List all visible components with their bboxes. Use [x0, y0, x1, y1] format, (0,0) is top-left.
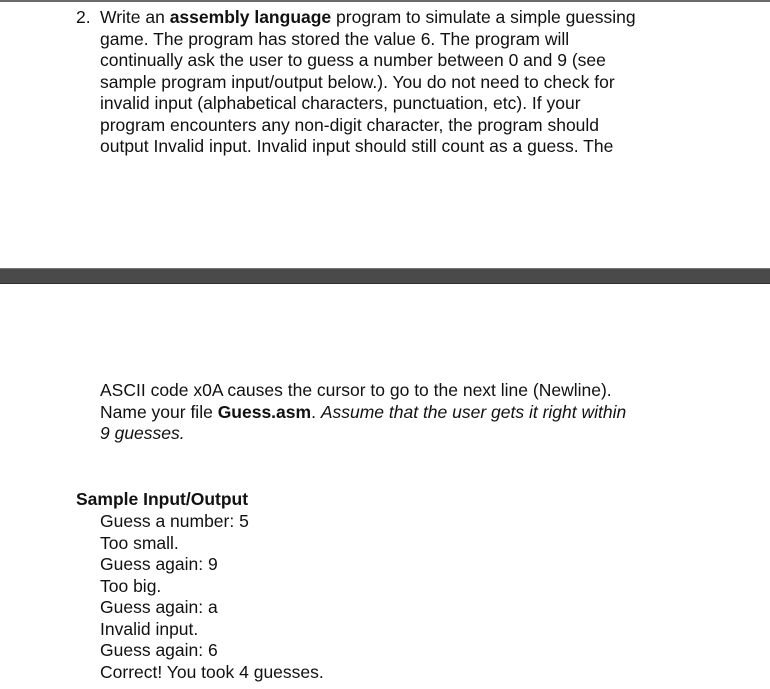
question-line: game. The program has stored the value 6. The program will: [100, 28, 570, 49]
sample-line: Too small.: [100, 532, 179, 553]
continuation-line: ASCII code x0A causes the cursor to go to the next line (Newline).: [100, 380, 612, 400]
question-line: invalid input (alphabetical characters, punctuation, etc). If your: [100, 93, 581, 113]
question-line: continually ask the user to guess a number between 0 and 9 (see: [100, 50, 606, 70]
file-name: Guess.asm: [217, 401, 312, 422]
sample-line: Too big.: [100, 575, 162, 596]
continuation-text: .: [311, 401, 321, 422]
sample-line: Correct! You took 4 guesses.: [100, 661, 324, 682]
question-line: sample program input/output below.). You do not need to check for: [100, 71, 615, 92]
question-number: 2.: [76, 7, 91, 27]
question-line: program encounters any non-digit character, the program should: [100, 114, 600, 135]
question-paragraph: [76, 7, 736, 158]
sample-line: Guess again: a: [100, 597, 218, 617]
sample-line: Invalid input.: [100, 618, 199, 639]
sample-line: Guess again: 6: [100, 640, 218, 660]
question-bold-term: assembly language: [169, 7, 332, 27]
assumption-text: Assume that the user gets it right within: [320, 401, 627, 422]
sample-heading: Sample Input/Output: [76, 489, 249, 509]
page-break-divider: [0, 268, 770, 284]
sample-line: Guess a number: 5: [100, 511, 249, 531]
question-text-line1b: program to simulate a simple guessing: [331, 7, 636, 27]
sample-line: Guess again: 9: [100, 554, 218, 574]
question-line: output Invalid input. Invalid input should still count as a guess. The: [100, 136, 614, 156]
continuation-paragraph: [100, 380, 720, 445]
page-top-border: [0, 0, 770, 2]
continuation-text: Name your file: [100, 401, 218, 422]
assumption-text: 9 guesses.: [100, 423, 185, 443]
question-text-line1a: Write an: [100, 7, 170, 27]
sample-io-block: [100, 511, 324, 683]
